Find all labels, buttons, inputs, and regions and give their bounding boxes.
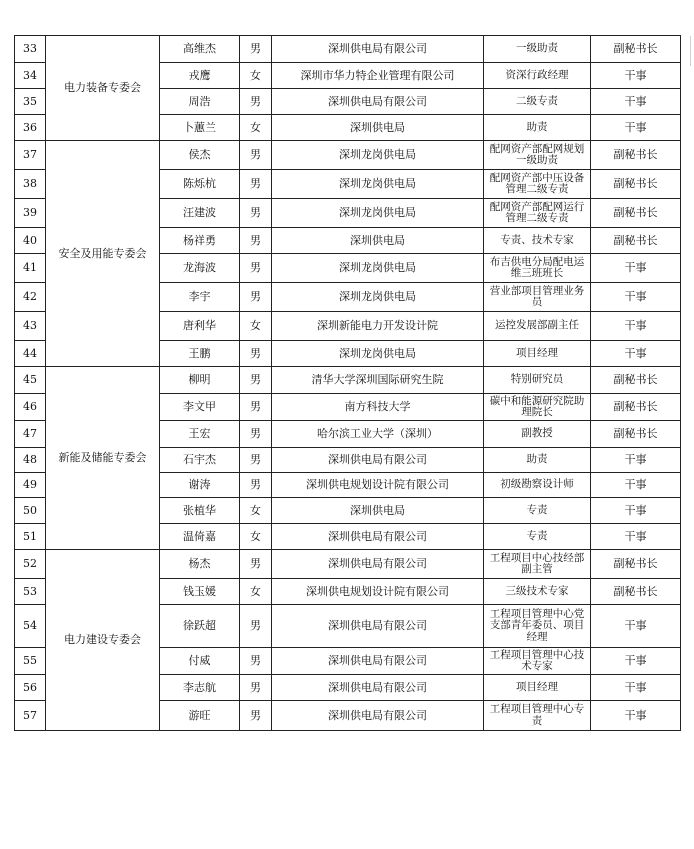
gender-cell: 男: [240, 283, 272, 312]
row-number-cell: 38: [15, 170, 46, 199]
role-cell: 干事: [591, 648, 681, 675]
role-cell: 副秘书长: [591, 421, 681, 448]
row-number-cell: 47: [15, 421, 46, 448]
row-number-cell: 42: [15, 283, 46, 312]
committee-cell: 电力建设专委会: [46, 550, 160, 731]
gender-cell: 男: [240, 199, 272, 228]
name-cell: 张植华: [160, 498, 240, 524]
position-cell: 二级专责: [484, 89, 591, 115]
organization-cell: 深圳供电局有限公司: [272, 89, 484, 115]
row-number-cell: 44: [15, 341, 46, 367]
row-number-cell: 41: [15, 254, 46, 283]
organization-cell: 南方科技大学: [272, 394, 484, 421]
role-cell: 干事: [591, 448, 681, 473]
organization-cell: 深圳龙岗供电局: [272, 170, 484, 199]
position-cell: 工程项目管理中心专责: [484, 701, 591, 731]
gender-cell: 男: [240, 254, 272, 283]
organization-cell: 深圳供电局有限公司: [272, 701, 484, 731]
gender-cell: 男: [240, 421, 272, 448]
organization-cell: 深圳供电规划设计院有限公司: [272, 473, 484, 498]
row-number-cell: 49: [15, 473, 46, 498]
row-number-cell: 43: [15, 312, 46, 341]
organization-cell: 深圳供电局: [272, 115, 484, 141]
role-cell: 副秘书长: [591, 367, 681, 394]
gender-cell: 男: [240, 648, 272, 675]
organization-cell: 深圳龙岗供电局: [272, 283, 484, 312]
organization-cell: 深圳供电局: [272, 498, 484, 524]
role-cell: 副秘书长: [591, 228, 681, 254]
position-cell: 工程项目中心技经部副主管: [484, 550, 591, 579]
role-cell: 干事: [591, 283, 681, 312]
position-cell: 专责: [484, 524, 591, 550]
organization-cell: 深圳供电局有限公司: [272, 605, 484, 648]
row-number-cell: 45: [15, 367, 46, 394]
name-cell: 石宇杰: [160, 448, 240, 473]
organization-cell: 深圳龙岗供电局: [272, 141, 484, 170]
row-number-cell: 50: [15, 498, 46, 524]
name-cell: 陈烁杭: [160, 170, 240, 199]
gender-cell: 男: [240, 170, 272, 199]
organization-cell: 深圳新能电力开发设计院: [272, 312, 484, 341]
role-cell: 干事: [591, 701, 681, 731]
name-cell: 游旺: [160, 701, 240, 731]
role-cell: 干事: [591, 341, 681, 367]
position-cell: 配网资产部配网运行管理二级专责: [484, 199, 591, 228]
role-cell: 干事: [591, 524, 681, 550]
organization-cell: 哈尔滨工业大学（深圳）: [272, 421, 484, 448]
role-cell: 副秘书长: [591, 550, 681, 579]
committee-cell: 安全及用能专委会: [46, 141, 160, 367]
position-cell: 三级技术专家: [484, 579, 591, 605]
organization-cell: 深圳供电规划设计院有限公司: [272, 579, 484, 605]
position-cell: 工程项目管理中心党支部青年委员、项目经理: [484, 605, 591, 648]
row-number-cell: 40: [15, 228, 46, 254]
row-number-cell: 51: [15, 524, 46, 550]
organization-cell: 深圳供电局有限公司: [272, 524, 484, 550]
role-cell: 副秘书长: [591, 141, 681, 170]
organization-cell: 深圳供电局有限公司: [272, 675, 484, 701]
name-cell: 杨杰: [160, 550, 240, 579]
position-cell: 工程项目管理中心技术专家: [484, 648, 591, 675]
committee-cell: 新能及储能专委会: [46, 367, 160, 550]
committee-cell: 电力装备专委会: [46, 36, 160, 141]
name-cell: 戎鹰: [160, 63, 240, 89]
row-number-cell: 55: [15, 648, 46, 675]
role-cell: 干事: [591, 473, 681, 498]
organization-cell: 深圳市华力特企业管理有限公司: [272, 63, 484, 89]
role-cell: 副秘书长: [591, 170, 681, 199]
row-number-cell: 54: [15, 605, 46, 648]
row-number-cell: 37: [15, 141, 46, 170]
name-cell: 龙海波: [160, 254, 240, 283]
row-number-cell: 57: [15, 701, 46, 731]
position-cell: 特别研究员: [484, 367, 591, 394]
organization-cell: 深圳供电局有限公司: [272, 448, 484, 473]
organization-cell: 深圳供电局: [272, 228, 484, 254]
row-number-cell: 48: [15, 448, 46, 473]
gender-cell: 男: [240, 675, 272, 701]
position-cell: 资深行政经理: [484, 63, 591, 89]
name-cell: 李志航: [160, 675, 240, 701]
name-cell: 唐利华: [160, 312, 240, 341]
name-cell: 钱玉媛: [160, 579, 240, 605]
row-number-cell: 33: [15, 36, 46, 63]
name-cell: 汪建波: [160, 199, 240, 228]
role-cell: 干事: [591, 312, 681, 341]
position-cell: 碳中和能源研究院助理院长: [484, 394, 591, 421]
name-cell: 李宇: [160, 283, 240, 312]
name-cell: 付威: [160, 648, 240, 675]
scrollbar-edge[interactable]: [690, 36, 694, 66]
role-cell: 干事: [591, 89, 681, 115]
name-cell: 侯杰: [160, 141, 240, 170]
position-cell: 专责、技术专家: [484, 228, 591, 254]
name-cell: 周浩: [160, 89, 240, 115]
gender-cell: 女: [240, 579, 272, 605]
gender-cell: 男: [240, 550, 272, 579]
role-cell: 干事: [591, 675, 681, 701]
role-cell: 干事: [591, 605, 681, 648]
table-row: [15, 550, 681, 579]
position-cell: 配网资产部配网规划一级助责: [484, 141, 591, 170]
table-row: [15, 141, 681, 170]
name-cell: 谢涛: [160, 473, 240, 498]
gender-cell: 女: [240, 524, 272, 550]
organization-cell: 深圳供电局有限公司: [272, 36, 484, 63]
position-cell: 初级勘察设计师: [484, 473, 591, 498]
position-cell: 项目经理: [484, 675, 591, 701]
name-cell: 王鹏: [160, 341, 240, 367]
role-cell: 干事: [591, 115, 681, 141]
gender-cell: 女: [240, 498, 272, 524]
gender-cell: 男: [240, 473, 272, 498]
name-cell: 高维杰: [160, 36, 240, 63]
gender-cell: 女: [240, 115, 272, 141]
organization-cell: 清华大学深圳国际研究生院: [272, 367, 484, 394]
gender-cell: 男: [240, 448, 272, 473]
position-cell: 助责: [484, 115, 591, 141]
name-cell: 柳明: [160, 367, 240, 394]
position-cell: 布吉供电分局配电运维三班班长: [484, 254, 591, 283]
role-cell: 副秘书长: [591, 36, 681, 63]
role-cell: 副秘书长: [591, 579, 681, 605]
role-cell: 干事: [591, 63, 681, 89]
position-cell: 配网资产部中压设备管理二级专责: [484, 170, 591, 199]
position-cell: 助责: [484, 448, 591, 473]
organization-cell: 深圳供电局有限公司: [272, 550, 484, 579]
gender-cell: 男: [240, 228, 272, 254]
table-body: [15, 36, 681, 731]
gender-cell: 女: [240, 63, 272, 89]
organization-cell: 深圳龙岗供电局: [272, 341, 484, 367]
row-number-cell: 56: [15, 675, 46, 701]
gender-cell: 男: [240, 394, 272, 421]
organization-cell: 深圳龙岗供电局: [272, 199, 484, 228]
role-cell: 副秘书长: [591, 394, 681, 421]
position-cell: 一级助责: [484, 36, 591, 63]
position-cell: 专责: [484, 498, 591, 524]
name-cell: 王宏: [160, 421, 240, 448]
position-cell: 营业部项目管理业务员: [484, 283, 591, 312]
row-number-cell: 35: [15, 89, 46, 115]
row-number-cell: 36: [15, 115, 46, 141]
name-cell: 徐跃超: [160, 605, 240, 648]
gender-cell: 男: [240, 89, 272, 115]
gender-cell: 女: [240, 312, 272, 341]
role-cell: 副秘书长: [591, 199, 681, 228]
row-number-cell: 46: [15, 394, 46, 421]
row-number-cell: 53: [15, 579, 46, 605]
position-cell: 副教授: [484, 421, 591, 448]
name-cell: 温倚嘉: [160, 524, 240, 550]
organization-cell: 深圳供电局有限公司: [272, 648, 484, 675]
organization-cell: 深圳龙岗供电局: [272, 254, 484, 283]
position-cell: 运控发展部副主任: [484, 312, 591, 341]
gender-cell: 男: [240, 367, 272, 394]
gender-cell: 男: [240, 36, 272, 63]
position-cell: 项目经理: [484, 341, 591, 367]
table-row: [15, 367, 681, 394]
name-cell: 李文甲: [160, 394, 240, 421]
member-table: [14, 35, 681, 731]
row-number-cell: 34: [15, 63, 46, 89]
role-cell: 干事: [591, 498, 681, 524]
gender-cell: 男: [240, 341, 272, 367]
gender-cell: 男: [240, 141, 272, 170]
name-cell: 杨祥勇: [160, 228, 240, 254]
name-cell: 卜蕙兰: [160, 115, 240, 141]
row-number-cell: 52: [15, 550, 46, 579]
role-cell: 干事: [591, 254, 681, 283]
gender-cell: 男: [240, 701, 272, 731]
row-number-cell: 39: [15, 199, 46, 228]
gender-cell: 男: [240, 605, 272, 648]
table-row: [15, 36, 681, 63]
